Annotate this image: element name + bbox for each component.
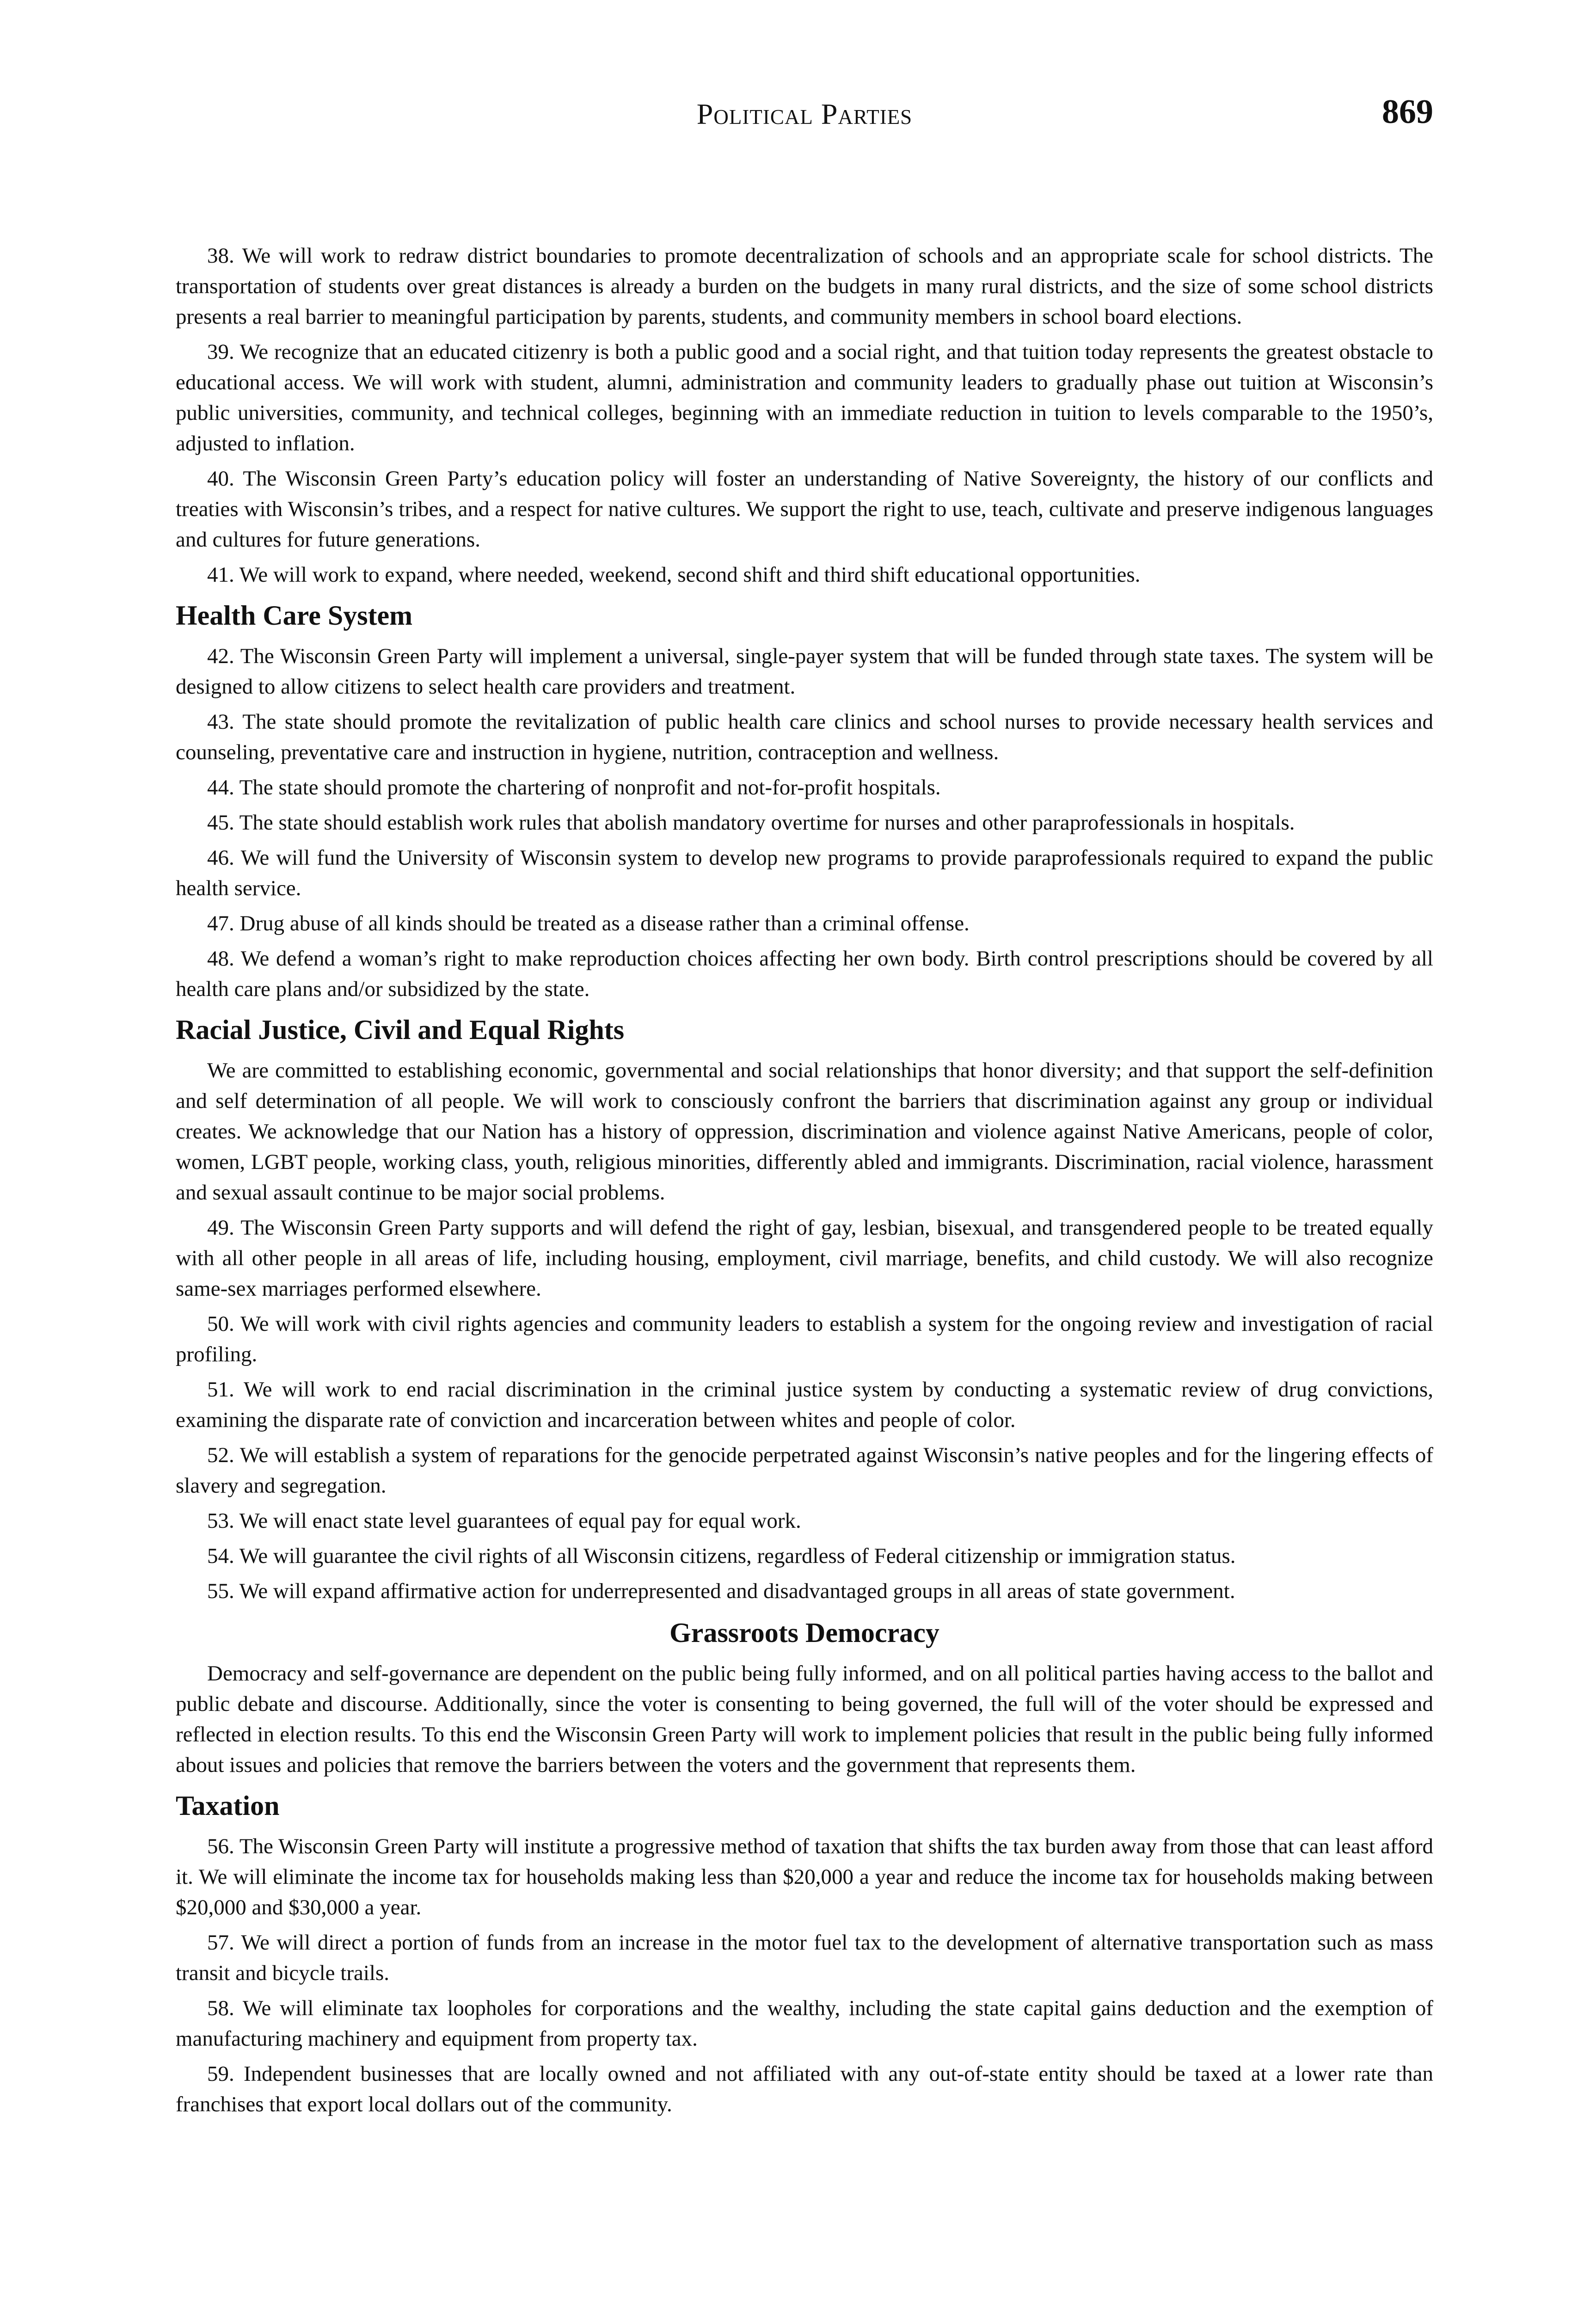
list-item: 59. Independent businesses that are locally owned and not affiliated with any out-of-state entity should be taxed at a lower rate than franchises that export local dollars out of the community.: [176, 2062, 1433, 2116]
list-item: 47. Drug abuse of all kinds should be treated as a disease rather than a criminal offense.: [207, 911, 970, 935]
education-section: [176, 240, 1433, 590]
taxation-section: [176, 1789, 1433, 2120]
list-item: 45. The state should establish work rules that abolish mandatory overtime for nurses and other paraprofessionals in hospitals.: [207, 811, 1295, 835]
list-item: 44. The state should promote the chartering of nonprofit and not-for-profit hospitals.: [207, 775, 941, 799]
list-item: 43. The state should promote the revitalization of public health care clinics and school nurses to provide necessary health services and counseling, preventative care and instruction in hygiene, nutrition, contraception and wellness.: [176, 710, 1433, 764]
page-content: [176, 240, 1433, 2124]
section-intro: Democracy and self-governance are dependent on the public being fully informed, and on all political parties having access to the ballot and public debate and discourse. Additionally, since the voter is consenting to being governed, the full will of the voter should be expressed and reflected in election results. To this end the Wisconsin Green Party will work to implement policies that result in the public being fully informed about issues and policies that remove the barriers between the voters and the government that represents them.: [176, 1661, 1433, 1777]
list-item: 52. We will establish a system of reparations for the genocide perpetrated against Wisconsin’s native peoples and for the lingering effects of slavery and segregation.: [176, 1443, 1433, 1498]
list-item: 41. We will work to expand, where needed, weekend, second shift and third shift educational opportunities.: [207, 563, 1141, 587]
list-item: 46. We will fund the University of Wisconsin system to develop new programs to provide paraprofessionals required to expand the public health service.: [176, 846, 1433, 900]
list-item: 55. We will expand affirmative action for underrepresented and disadvantaged groups in all areas of state government.: [207, 1579, 1235, 1603]
grassroots-democracy-section: [176, 1617, 1433, 1780]
running-title: Political Parties: [696, 98, 913, 130]
page-header: [176, 92, 1433, 148]
list-item: 54. We will guarantee the civil rights of all Wisconsin citizens, regardless of Federal citizenship or immigration status.: [207, 1544, 1236, 1568]
list-item: 57. We will direct a portion of funds from an increase in the motor fuel tax to the development of alternative transportation such as mass transit and bicycle trails.: [176, 1931, 1433, 1985]
section-heading-grassroots-democracy: Grassroots Democracy: [669, 1617, 939, 1648]
racial-justice-section: [176, 1014, 1433, 1606]
section-heading-health-care: Health Care System: [176, 600, 413, 631]
health-care-section: [176, 599, 1433, 1004]
section-heading-racial-justice: Racial Justice, Civil and Equal Rights: [176, 1015, 625, 1045]
list-item: 40. The Wisconsin Green Party’s education policy will foster an understanding of Native Sovereignty, the history of our conflicts and treaties with Wisconsin’s tribes, and a respect for native cultures. We support the right to use, teach, cultivate and preserve indigenous languages and cultures for future generations.: [176, 467, 1433, 552]
list-item: 53. We will enact state level guarantees of equal pay for equal work.: [207, 1509, 801, 1533]
section-heading-taxation: Taxation: [176, 1790, 280, 1821]
list-item: 39. We recognize that an educated citizenry is both a public good and a social right, and that tuition today represents the greatest obstacle to educational access. We will work with student, alumni, administration and community leaders to gradually phase out tuition at Wisconsin’s public universities, community, and technical colleges, beginning with an immediate reduction in tuition to levels comparable to the 1950’s, adjusted to inflation.: [176, 340, 1433, 455]
section-intro: We are committed to establishing economic, governmental and social relationships that honor diversity; and that support the self-definition and self determination of all people. We will work to consciously confront the barriers that discrimination against any group or individual creates. We acknowledge that our Nation has a history of oppression, discrimination and violence against Native Americans, people of color, women, LGBT people, working class, youth, religious minorities, differently abled and immigrants. Discrimination, racial violence, harassment and sexual assault continue to be major social problems.: [176, 1058, 1433, 1205]
list-item: 51. We will work to end racial discrimination in the criminal justice system by conducting a systematic review of drug convictions, examining the disparate rate of conviction and incarceration between whites and people of color.: [176, 1377, 1433, 1432]
list-item: 49. The Wisconsin Green Party supports and will defend the right of gay, lesbian, bisexual, and transgendered people to be treated equally with all other people in all areas of life, including housing, employment, civil marriage, benefits, and child custody. We will also recognize same-sex marriages performed elsewhere.: [176, 1216, 1433, 1301]
page-number: 869: [1382, 93, 1433, 131]
list-item: 50. We will work with civil rights agencies and community leaders to establish a system for the ongoing review and investigation of racial profiling.: [176, 1312, 1433, 1366]
list-item: 58. We will eliminate tax loopholes for corporations and the wealthy, including the state capital gains deduction and the exemption of manufacturing machinery and equipment from property tax.: [176, 1996, 1433, 2051]
list-item: 48. We defend a woman’s right to make reproduction choices affecting her own body. Birth control prescriptions should be covered by all health care plans and/or subsidized by the state.: [176, 947, 1433, 1001]
list-item: 38. We will work to redraw district boundaries to promote decentralization of schools and an appropriate scale for school districts. The transportation of students over great distances is already a burden on the budgets in many rural districts, and the size of some school districts presents a real barrier to meaningful participation by parents, students, and community members in school board elections.: [176, 244, 1433, 329]
list-item: 56. The Wisconsin Green Party will institute a progressive method of taxation that shifts the tax burden away from those that can least afford it. We will eliminate the income tax for households making less than $20,000 a year and reduce the income tax for households making between $20,000 and $30,000 a year.: [176, 1834, 1433, 1919]
list-item: 42. The Wisconsin Green Party will implement a universal, single-payer system that will be funded through state taxes. The system will be designed to allow citizens to select health care providers and treatment.: [176, 644, 1433, 699]
